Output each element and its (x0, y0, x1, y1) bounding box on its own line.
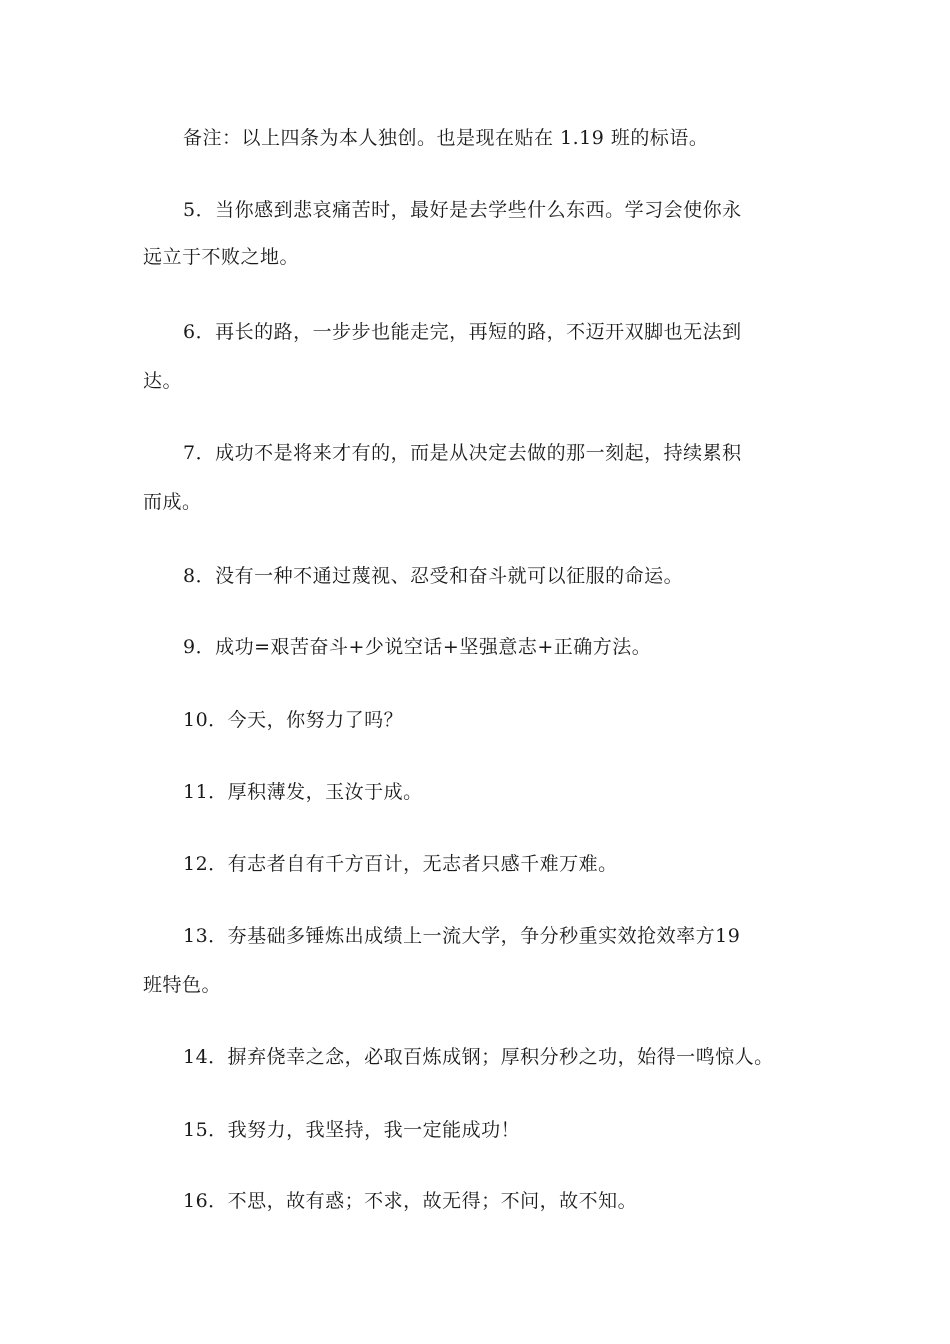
item-14: 14．摒弃侥幸之念，必取百炼成钢；厚积分秒之功，始得一鸣惊人。 (183, 1046, 774, 1068)
item-13-line-1: 13．夯基础多锤炼出成绩上一流大学，争分秒重实效抢效率方19 (183, 925, 741, 947)
item-9: 9．成功=艰苦奋斗+少说空话+坚强意志+正确方法。 (183, 636, 652, 658)
item-6-line-1: 6．再长的路，一步步也能走完，再短的路，不迈开双脚也无法到 (183, 321, 742, 343)
item-12: 12．有志者自有千方百计，无志者只感千难万难。 (183, 853, 618, 875)
item-13-line-2: 班特色。 (143, 974, 222, 996)
item-8: 8．没有一种不通过蔑视、忍受和奋斗就可以征服的命运。 (183, 565, 684, 587)
item-11: 11．厚积薄发，玉汝于成。 (183, 781, 423, 803)
item-5-line-2: 远立于不败之地。 (143, 246, 300, 268)
note-paragraph: 备注：以上四条为本人独创。也是现在贴在 1.19 班的标语。 (183, 127, 709, 149)
item-7-line-1: 7．成功不是将来才有的，而是从决定去做的那一刻起，持续累积 (183, 442, 742, 464)
item-15: 15．我努力，我坚持，我一定能成功！ (183, 1119, 521, 1141)
item-6-line-2: 达。 (143, 370, 183, 392)
item-7-line-2: 而成。 (143, 491, 202, 513)
item-5-line-1: 5．当你感到悲哀痛苦时，最好是去学些什么东西。学习会使你永 (183, 199, 742, 221)
item-10: 10．今天，你努力了吗？ (183, 709, 404, 731)
item-16: 16．不思，故有惑；不求，故无得；不问，故不知。 (183, 1190, 638, 1212)
